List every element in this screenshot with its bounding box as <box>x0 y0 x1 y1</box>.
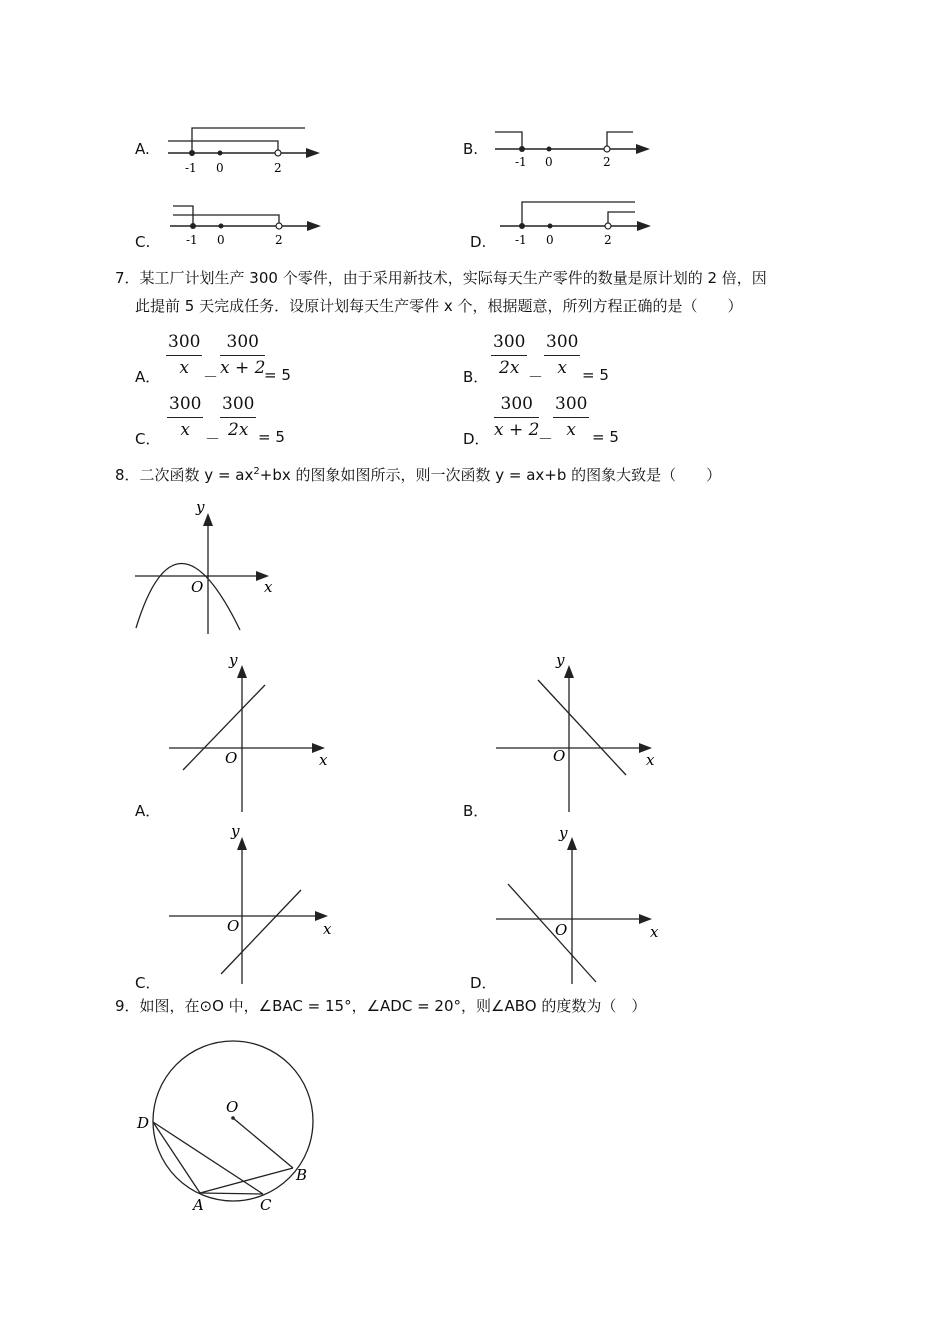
svg-text:y: y <box>556 651 565 669</box>
q7-option-b-label: B． <box>463 368 489 386</box>
tick-2: 2 <box>274 161 282 175</box>
svg-text:x: x <box>319 751 328 769</box>
q7-d-fraction-1: $\frac{300}{x + 2}$ <box>494 394 540 440</box>
q8-option-b-label: B． <box>463 802 489 820</box>
q7-text-line2: 此提前 5 天完成任务．设原计划每天生产零件 x 个，根据题意，所列方程正确的是（ ） <box>135 297 743 315</box>
q7-text-line1: 7．某工厂计划生产 300 个零件，由于采用新技术，实际每天生产零件的数量是原计划的 2 倍，因 <box>115 269 767 287</box>
svg-text:0: 0 <box>545 155 553 169</box>
q6-number-line-d <box>495 196 665 251</box>
svg-text:O: O <box>553 747 566 765</box>
q8-graph-c <box>165 822 340 987</box>
q8-graph-b <box>492 650 667 815</box>
q9-text: 9．如图，在⊙O 中，∠BAC = 15°，∠ADC = 20°，则∠ABO 的度数为（ ） <box>115 997 647 1015</box>
svg-text:O: O <box>227 917 240 935</box>
q8-option-d-label: D． <box>470 974 497 992</box>
q7-c-fraction-1: $\frac{300}{x}$ <box>169 394 202 440</box>
q7-b-fraction-1: $\frac{300}{2x}$ <box>493 332 526 378</box>
q8-text: 8．二次函数 $y = ax^2+bx$ 的图象如图所示，则一次函数 y = ax+b 的图象大致是（ ） <box>115 466 722 484</box>
point-b-label: B <box>296 1166 308 1184</box>
tick-neg1: -1 <box>185 161 197 175</box>
q7-c-fraction-2: $\frac{300}{2x}$ <box>222 394 255 440</box>
svg-text:y: y <box>231 822 240 840</box>
q6-option-b-label: B. <box>463 140 479 158</box>
svg-text:O: O <box>225 749 238 767</box>
q7-b-fraction-2: $\frac{300}{x}$ <box>546 332 579 378</box>
svg-text:-1: -1 <box>186 233 198 247</box>
q7-option-c-label: C． <box>135 430 161 448</box>
q8-parabola-figure <box>130 500 280 640</box>
q8-graph-a <box>165 650 340 815</box>
svg-text:2: 2 <box>604 233 612 247</box>
q6-option-a-label: A. <box>135 140 150 158</box>
tick-0: 0 <box>216 161 224 175</box>
svg-text:x: x <box>650 923 659 941</box>
svg-text:-1: -1 <box>515 233 527 247</box>
q7-a-fraction-1: $\frac{300}{x}$ <box>168 332 201 378</box>
q6-number-line-a <box>160 120 330 180</box>
q8-option-c-label: C． <box>135 974 161 992</box>
svg-text:x: x <box>646 751 655 769</box>
q9-circle-figure <box>130 1030 330 1220</box>
point-a-label: A <box>193 1196 204 1214</box>
x-axis-label: x <box>264 578 273 596</box>
svg-text:0: 0 <box>546 233 554 247</box>
point-c-label: C <box>260 1196 272 1214</box>
origin-label: O <box>191 578 204 596</box>
point-d-label: D <box>137 1114 150 1132</box>
q8-option-a-label: A． <box>135 802 161 820</box>
svg-text:y: y <box>559 824 568 842</box>
point-o-label: O <box>226 1098 239 1116</box>
y-axis-label: y <box>196 498 205 516</box>
q6-option-c-label: C. <box>135 233 151 251</box>
q7-option-d-label: D． <box>463 430 490 448</box>
svg-text:2: 2 <box>603 155 611 169</box>
svg-text:x: x <box>323 920 332 938</box>
svg-text:O: O <box>555 921 568 939</box>
q7-a-fraction-2: $\frac{300}{x + 2}$ <box>220 332 266 378</box>
q7-option-a-label: A． <box>135 368 161 386</box>
q8-graph-d <box>492 822 667 987</box>
q7-d-fraction-2: $\frac{300}{x}$ <box>555 394 588 440</box>
svg-text:0: 0 <box>217 233 225 247</box>
svg-text:y: y <box>229 651 238 669</box>
svg-text:-1: -1 <box>515 155 527 169</box>
q6-option-d-label: D. <box>470 233 487 251</box>
q6-number-line-b <box>490 122 660 177</box>
q6-number-line-c <box>165 198 335 253</box>
svg-text:2: 2 <box>275 233 283 247</box>
